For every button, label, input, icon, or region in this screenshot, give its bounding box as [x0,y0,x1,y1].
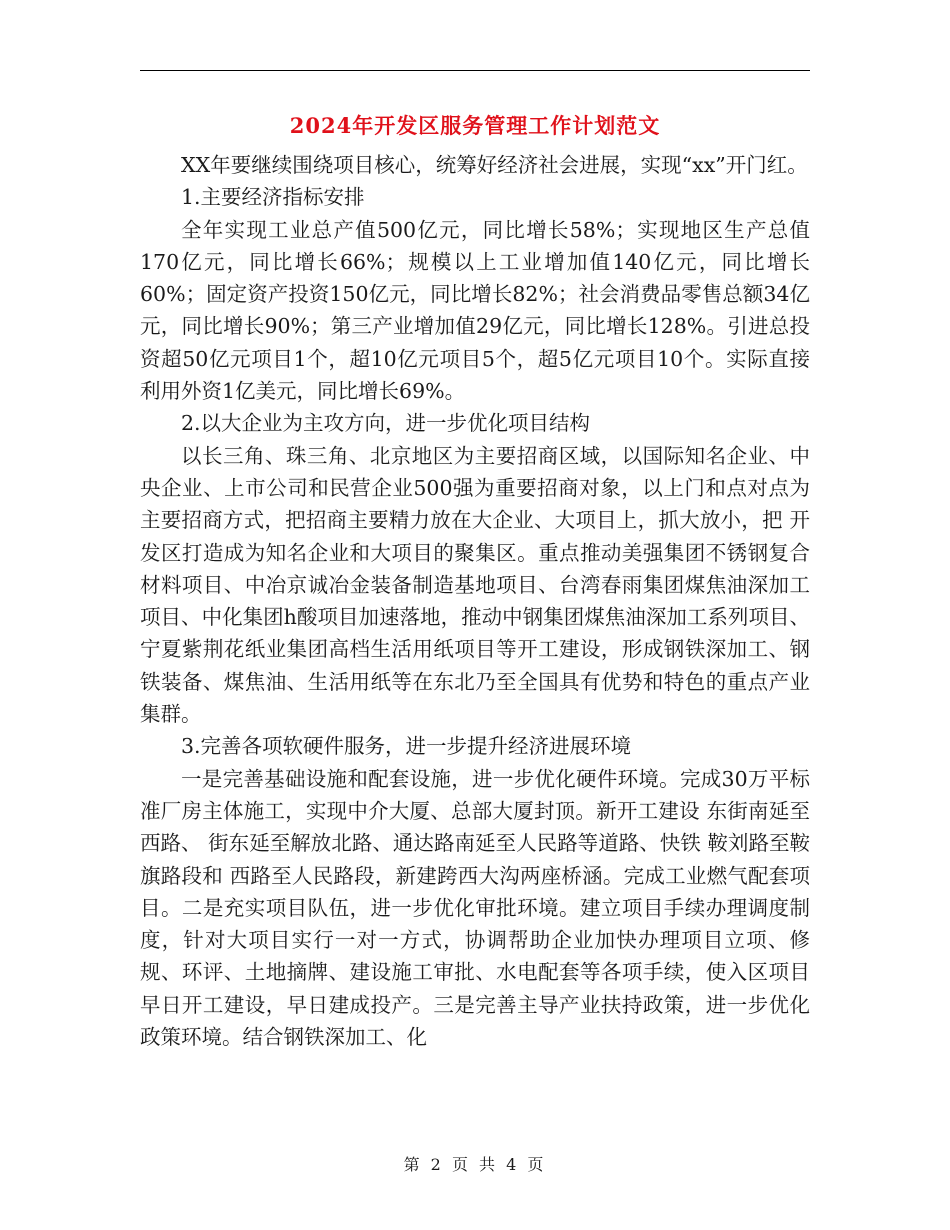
header-rule [140,70,810,71]
section-heading-1: 1.主要经济指标安排 [181,185,365,210]
document-body [140,149,810,1053]
paragraph-services: 一是完善基础设施和配套设施，进一步优化硬件环境。完成30万平标准厂房主体施工，实现中介大厦、总部大厦封顶。新开工建设 东街南延至 西路、 街东延至解放北路、通达路南延至人民路等道路、快铁 鞍刘路至鞍旗路段和 西路至人民路段，新建跨西大沟两座桥涵。完成工业燃气配套项目。二是充实项目队伍，进一步优化审批环境。建立项目手续办理调度制度，针对大项目实行一对一方式，协调帮助企业加快办理项目立项、修规、环评、土地摘牌、建设施工审批、水电配套等各项手续，使入区项目早日开工建设，早日建成投产。三是完善主导产业扶持政策，进一步优化政策环境。结合钢铁深加工、化 [140,766,810,1050]
page-number: 第 2 页 共 4 页 [403,1155,547,1174]
document-title: 2024年开发区服务管理工作计划范文 [289,113,661,138]
section-heading-2: 2.以大企业为主攻方向，进一步优化项目结构 [181,411,591,436]
paragraph-investment: 以长三角、珠三角、北京地区为主要招商区域，以国际知名企业、中央企业、上市公司和民营企业500强为重要招商对象，以上门和点对点为主要招商方式，把招商主要精力放在大企业、大项目上，抓大放小，把 开发区打造成为知名企业和大项目的聚集区。重点推动美强集团不锈钢复合材料项目、中冶京诚冶金装备制造基地项目、台湾春雨集团煤焦油深加工项目、中化集团h酸项目加速落地，推动中钢集团煤焦油深加工系列项目、宁夏紫荆花纸业集团高档生活用纸项目等开工建设，形成钢铁深加工、钢铁装备、煤焦油、生活用纸等在东北乃至全国具有优势和特色的重点产业集群。 [140,443,810,727]
paragraph-indicators: 全年实现工业总产值500亿元，同比增长58%；实现地区生产总值170亿元，同比增长66%；规模以上工业增加值140亿元，同比增长60%；固定资产投资150亿元，同比增长82%；社会消费品零售总额34亿元，同比增长90%；第三产业增加值29亿元，同比增长128%。引进总投资超50亿元项目1个，超10亿元项目5个，超5亿元项目10个。实际直接利用外资1亿美元，同比增长69%。 [140,217,810,404]
paragraph-intro: XX年要继续围绕项目核心，统筹好经济社会进展，实现“xx”开门红。 [181,153,808,177]
section-heading-3: 3.完善各项软硬件服务，进一步提升经济进展环境 [181,734,632,759]
